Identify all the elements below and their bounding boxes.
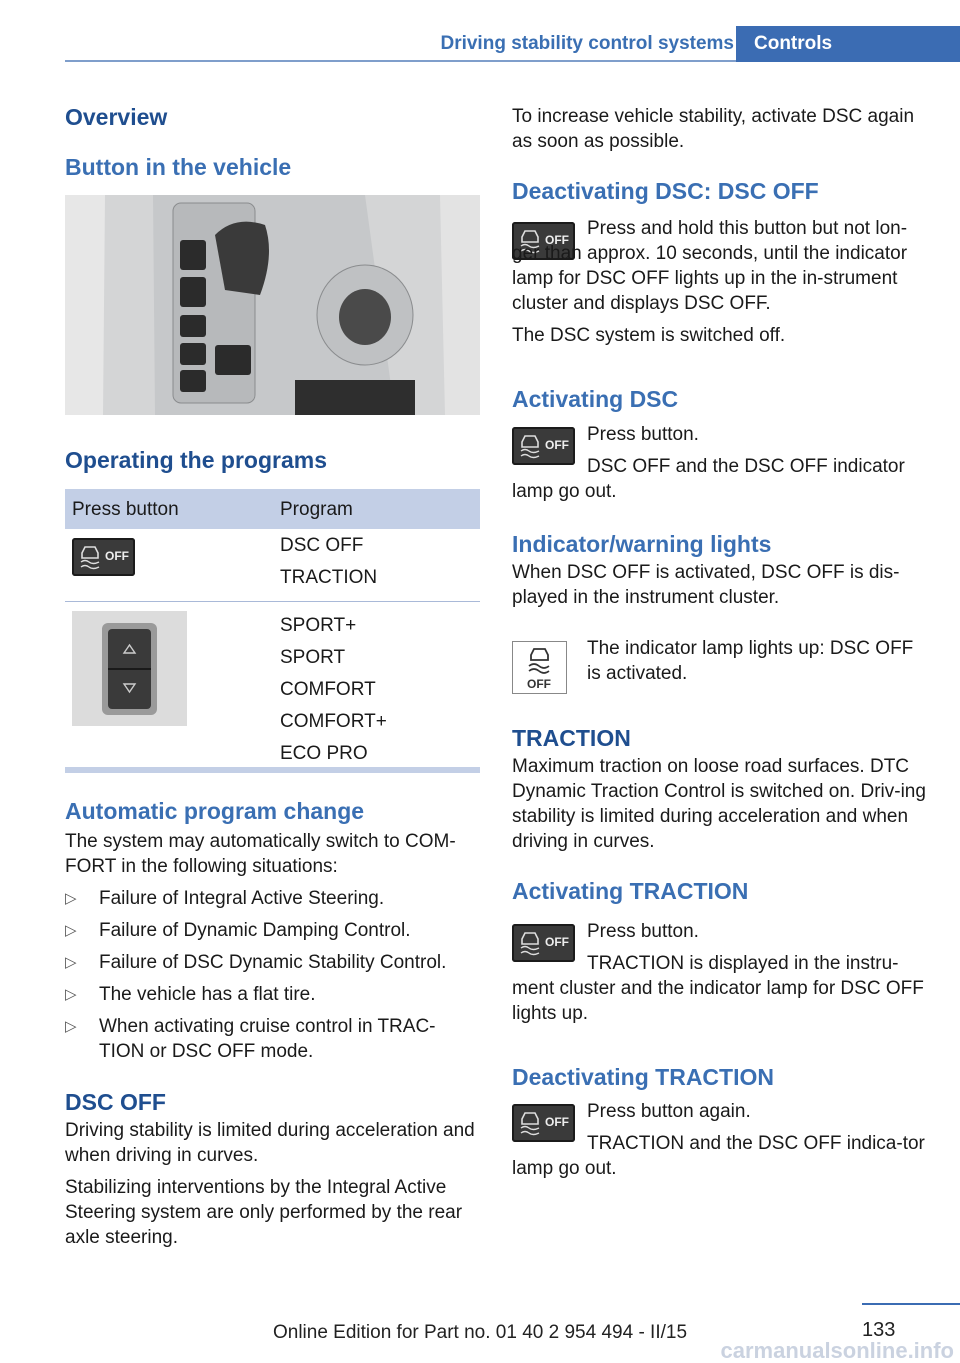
dsc-off-button-icon: OFF (512, 1104, 575, 1142)
indicator-lamp-block (512, 636, 932, 905)
program-sport: SPORT (280, 647, 346, 668)
program-dsc-off: DSC OFF (280, 535, 364, 556)
dsc-off-text-2: Stabilizing interventions by the Integral Active Steering system are only performed by the rear axle steering. (65, 1177, 463, 1248)
dsc-off-button-icon: OFF (72, 538, 135, 576)
activating-dsc-text: DSC OFF and the DSC OFF indicator lamp go out. (512, 456, 905, 502)
svg-text:OFF: OFF (527, 677, 551, 691)
table-header-row (65, 489, 480, 529)
program-sport-plus: SPORT+ (280, 615, 357, 636)
indicator-lights-heading: Indicator/warning lights (512, 531, 772, 557)
program-eco-pro: ECO PRO (280, 743, 368, 764)
operating-programs-heading: Operating the programs (65, 447, 327, 473)
activating-dsc-heading: Activating DSC (512, 386, 679, 412)
table-row (65, 602, 480, 768)
dsc-off-button-icon: OFF (512, 222, 575, 260)
press-button-again-text: Press button again. (587, 1101, 751, 1122)
intro-text: To increase vehicle stability, activate DSC again as soon as possible. (512, 106, 915, 152)
table-header-press-button: Press button (72, 499, 179, 520)
dsc-off-button-icon: OFF (512, 924, 575, 962)
deactivating-traction-heading: Deactivating TRACTION (512, 1064, 774, 1090)
table-header-program: Program (280, 499, 353, 520)
dsc-off-button-icon: OFF (512, 427, 575, 465)
auto-program-text: The system may automatically switch to COM-FORT in the following situations: (65, 831, 456, 877)
deactivating-traction-text: TRACTION and the DSC OFF indica-tor lamp go out. (512, 1133, 925, 1179)
page-header (65, 26, 960, 62)
overview-heading-block (65, 103, 480, 181)
activating-traction-heading: Activating TRACTION (512, 878, 749, 904)
dsc-off-heading: DSC OFF (65, 1089, 166, 1115)
auto-program-section (65, 797, 480, 1250)
auto-program-heading: Automatic program change (65, 798, 365, 824)
table-row (65, 529, 480, 602)
activating-dsc-block (512, 422, 932, 610)
activating-traction-text: TRACTION is displayed in the instru-ment cluster and the indicator lamp for DSC OFF lights up. (512, 953, 924, 1024)
right-column (512, 104, 932, 205)
list-item: ▷ Failure of DSC Dynamic Stability Control. (65, 952, 447, 973)
page-number: 133 (862, 1319, 896, 1341)
deactivating-dsc-text: Press and hold this button but not lon-ger than approx. 10 seconds, until the indicator lamp for DSC OFF lights up in the in-strument cluster and displays DSC OFF. (512, 218, 908, 314)
indicator-lamp-text: The indicator lamp lights up: DSC OFF is activated. (587, 638, 914, 684)
dsc-switched-off-text: The DSC system is switched off. (512, 325, 786, 346)
situations-list (65, 886, 480, 1064)
watermark-text: carmanualsonline.info (720, 1338, 954, 1363)
list-item: ▷ The vehicle has a flat tire. (65, 984, 316, 1005)
footer-rule (862, 1303, 960, 1305)
deactivating-traction-block (512, 1099, 932, 1181)
deactivating-dsc-heading: Deactivating DSC: DSC OFF (512, 178, 819, 204)
list-item: ▷ Failure of Integral Active Steering. (65, 888, 385, 909)
press-button-text: Press button. (587, 424, 699, 445)
press-button-text: Press button. (587, 921, 699, 942)
program-comfort: COMFORT (280, 679, 376, 700)
indicator-text: When DSC OFF is activated, DSC OFF is dis-played in the instrument cluster. (512, 562, 900, 608)
button-in-vehicle-heading: Button in the vehicle (65, 154, 292, 180)
program-comfort-plus: COMFORT+ (280, 711, 387, 732)
dsc-off-text-1: Driving stability is limited during acceleration and when driving in curves. (65, 1120, 475, 1166)
programs-table (65, 489, 480, 768)
drive-mode-switch-icon (72, 611, 187, 726)
overview-heading: Overview (65, 104, 168, 130)
activating-traction-block (512, 919, 932, 1091)
header-chapter-tab: Controls (736, 26, 960, 62)
traction-heading: TRACTION (512, 725, 631, 751)
edition-footer: Online Edition for Part no. 01 40 2 954 494 - II/15 (272, 1322, 688, 1343)
header-rule (65, 60, 736, 62)
header-section-title: Driving stability control systems (440, 33, 734, 54)
traction-text: Maximum traction on loose road surfaces. DTC Dynamic Traction Control is switched on. Driv-ing stability is limited during acceleration and when driving in curves. (512, 756, 926, 852)
console-photo (65, 195, 480, 415)
table-bottom-rule (65, 767, 480, 773)
program-traction: TRACTION (280, 567, 378, 588)
deactivating-dsc-text-block (512, 216, 932, 413)
list-item: ▷ When activating cruise control in TRAC-TION or DSC OFF mode. (65, 1016, 436, 1062)
list-item: ▷ Failure of Dynamic Damping Control. (65, 920, 411, 941)
